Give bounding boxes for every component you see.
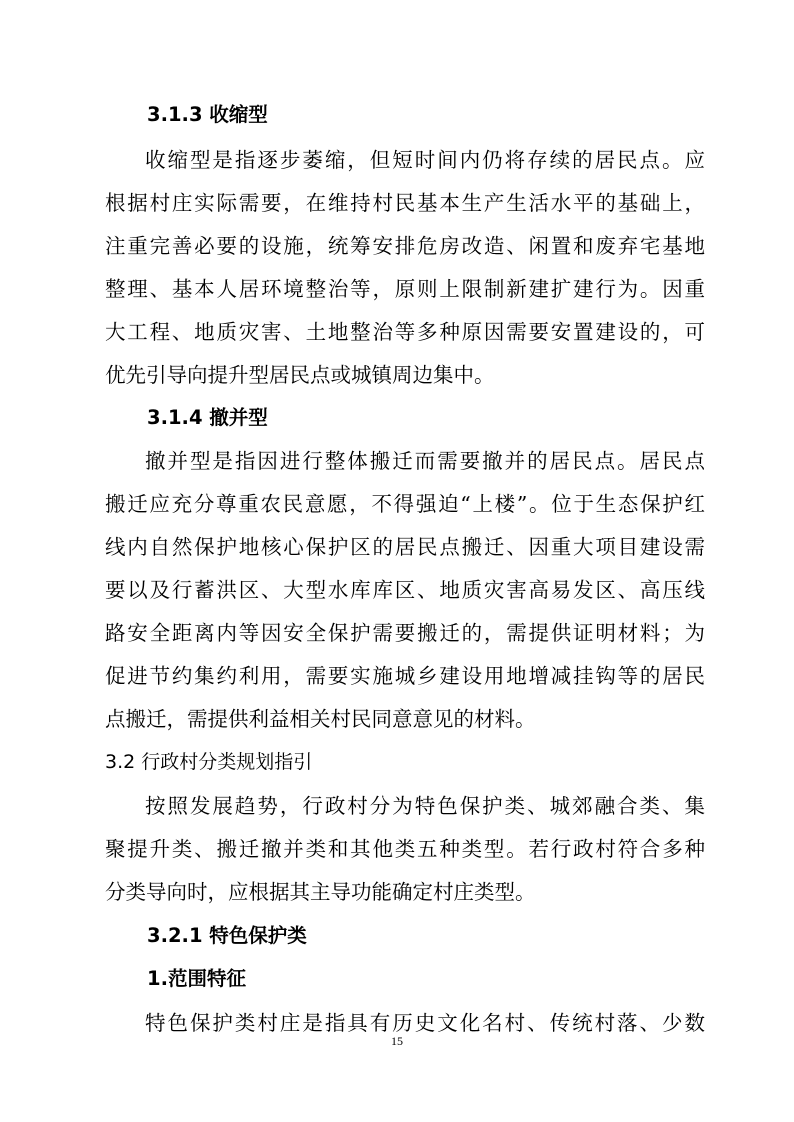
paragraph-line: 大工程、地质灾害、土地整治等多种原因需要安置建设的，可 [105,320,705,344]
paragraph-line: 收缩型是指逐步萎缩，但短时间内仍将存续的居民点。应 [145,148,705,172]
page-number: 15 [391,1034,403,1048]
paragraph-line: 特色保护类村庄是指具有历史文化名村、传统村落、少数 [145,1011,705,1035]
paragraph-line: 撤并型是指因进行整体搬迁而需要撤并的居民点。居民点 [145,449,705,473]
paragraph-line: 整理、基本人居环境整治等，原则上限制新建扩建行为。因重 [105,277,705,301]
heading-3-2: 3.2 行政村分类规划指引 [105,751,313,773]
heading-3-1-3: 3.1.3 收缩型 [147,103,268,126]
paragraph-line: 促进节约集约利用，需要实施城乡建设用地增减挂钩等的居民 [105,664,705,688]
paragraph-line: 优先引导向提升型居民点或城镇周边集中。 [105,363,495,387]
paragraph-line: 线内自然保护地核心保护区的居民点搬迁、因重大项目建设需 [105,535,705,559]
paragraph-line: 搬迁应充分尊重农民意愿，不得强迫“上楼”。位于生态保护红 [105,492,705,516]
paragraph-line: 根据村庄实际需要，在维持村民基本生产生活水平的基础上， [105,191,705,215]
subheading-scope: 1.范围特征 [147,967,246,990]
paragraph-line: 按照发展趋势，行政村分为特色保护类、城郊融合类、集 [145,794,705,818]
paragraph-line: 聚提升类、搬迁撤并类和其他类五种类型。若行政村符合多种 [105,837,705,861]
paragraph-line: 分类导向时，应根据其主导功能确定村庄类型。 [105,880,536,904]
paragraph-line: 点搬迁，需提供利益相关村民同意意见的材料。 [105,707,536,731]
heading-3-1-4: 3.1.4 撤并型 [147,406,268,429]
paragraph-line: 路安全距离内等因安全保护需要搬迁的，需提供证明材料；为 [105,621,705,645]
heading-3-2-1: 3.2.1 特色保护类 [147,924,307,947]
paragraph-line: 注重完善必要的设施，统筹安排危房改造、闲置和废弃宅基地 [105,234,705,258]
paragraph-line: 要以及行蓄洪区、大型水库库区、地质灾害高易发区、高压线 [105,578,705,602]
